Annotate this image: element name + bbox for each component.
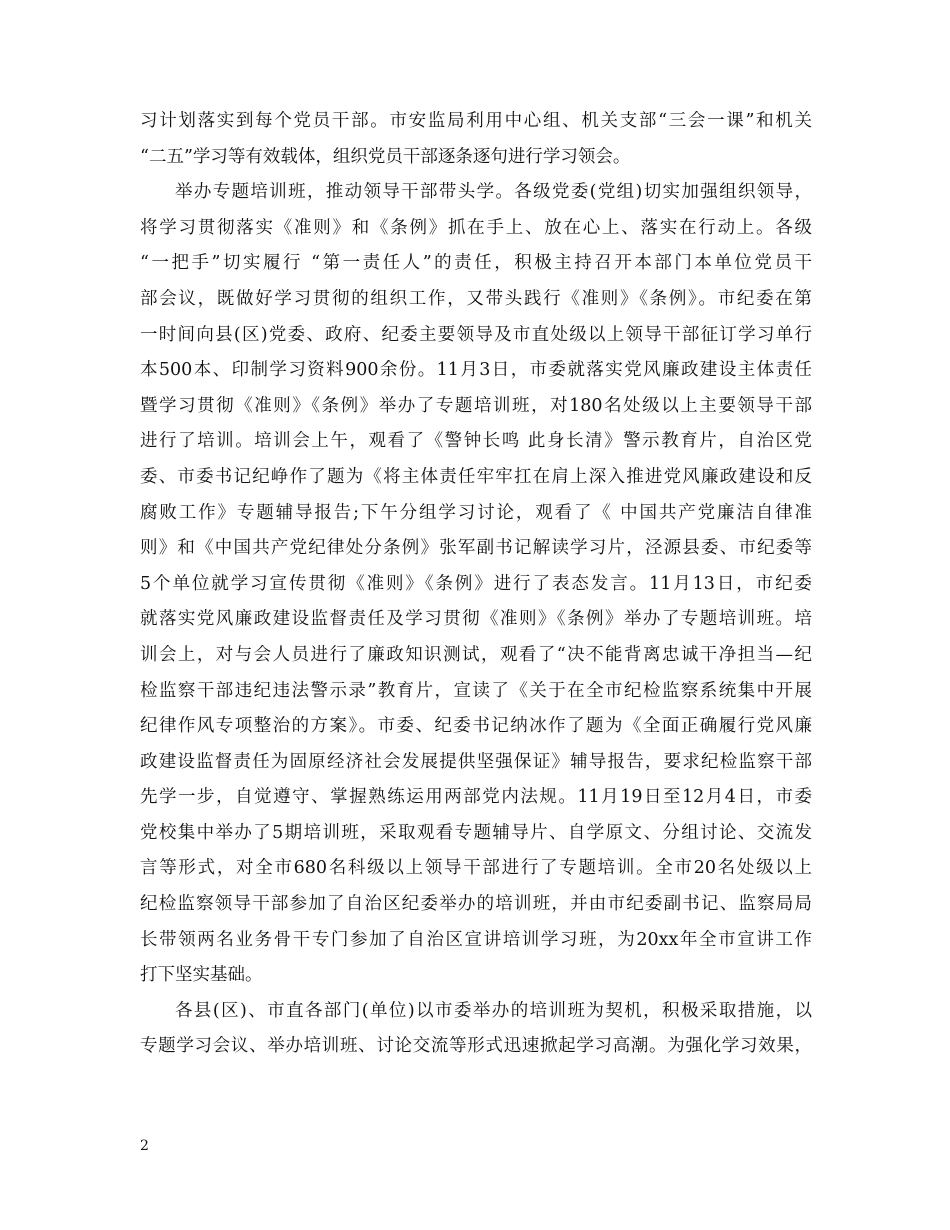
text-line: 纪律作风专项整治的方案》。市委、纪委书记纳冰作了题为《全面正确履行党风廉: [140, 716, 812, 737]
text-line: 先学一步，自觉遵守、掌握熟练运用两部党内法规。11月19日至12月4日，市委: [140, 787, 812, 808]
text-line: 暨学习贯彻《准则》《条例》举办了专题培训班，对180名处级以上主要领导干部: [140, 395, 812, 416]
text-line: “二五”学习等有效载体，组织党员干部逐条逐句进行学习领会。: [140, 146, 631, 167]
text-line: “一把手”切实履行 “第一责任人”的责任，积极主持召开本部门本单位党员干: [140, 253, 812, 274]
text-line: 本500本、印制学习资料900余份。11月3日，市委就落实党风廉政建设主体责任: [140, 360, 812, 381]
text-line: 言等形式，对全市680名科级以上领导干部进行了专题培训。全市20名处级以上: [140, 858, 812, 879]
paragraph: [140, 104, 812, 175]
text-line: 5个单位就学习宣传贯彻《准则》《条例》进行了表态发言。11月13日，市纪委: [140, 573, 812, 594]
text-line: 专题学习会议、举办培训班、讨论交流等形式迅速掀起学习高潮。为强化学习效果，: [140, 1036, 812, 1057]
text-line: 党校集中举办了5期培训班，采取观看专题辅导片、自学原文、分组讨论、交流发: [140, 822, 812, 843]
text-line: 长带领两名业务骨干专门参加了自治区宣讲培训学习班，为20xx年全市宣讲工作: [140, 929, 812, 950]
text-line: 将学习贯彻落实《准则》和《条例》抓在手上、放在心上、落实在行动上。各级: [140, 217, 812, 238]
text-line: 政建设监督责任为固原经济社会发展提供坚强保证》辅导报告，要求纪检监察干部: [140, 751, 812, 772]
text-line: 检监察干部违纪违法警示录”教育片，宣读了《关于在全市纪检监察系统集中开展: [140, 680, 812, 701]
text-line: 腐败工作》专题辅导报告;下午分组学习讨论，观看了《 中国共产党廉洁自律准: [140, 502, 812, 523]
text-line: 部会议，既做好学习贯彻的组织工作，又带头践行《准则》《条例》。市纪委在第: [140, 288, 812, 309]
text-line: 习计划落实到每个党员干部。市安监局利用中心组、机关支部“三会一课”和机关: [140, 111, 812, 131]
text-line: 各县(区)、市直各部门(单位)以市委举办的培训班为契机，积极采取措施，以: [175, 1000, 812, 1021]
document-body: [140, 104, 812, 1065]
paragraph: [140, 994, 812, 1065]
text-line: 纪检监察领导干部参加了自治区纪委举办的培训班，并由市纪委副书记、监察局局: [140, 894, 812, 915]
text-line: 一时间向县(区)党委、政府、纪委主要领导及市直处级以上领导干部征订学习单行: [140, 324, 812, 345]
text-line: 训会上，对与会人员进行了廉政知识测试，观看了“决不能背离忠诚干净担当—纪: [140, 644, 812, 665]
text-line: 进行了培训。培训会上午，观看了《警钟长鸣 此身长清》警示教育片，自治区党: [140, 431, 812, 452]
text-line: 则》和《中国共产党纪律处分条例》张军副书记解读学习片，泾源县委、市纪委等: [140, 538, 812, 559]
paragraph: [140, 175, 812, 994]
page-number: 2: [140, 1138, 149, 1154]
text-line: 举办专题培训班，推动领导干部带头学。各级党委(党组)切实加强组织领导，: [175, 182, 812, 203]
text-line: 就落实党风廉政建设监督责任及学习贯彻《准则》《条例》举办了专题培训班。培: [140, 609, 812, 630]
text-line: 委、市委书记纪峥作了题为《将主体责任牢牢扛在肩上深入推进党风廉政建设和反: [140, 466, 812, 487]
text-line: 打下坚实基础。: [140, 965, 263, 986]
